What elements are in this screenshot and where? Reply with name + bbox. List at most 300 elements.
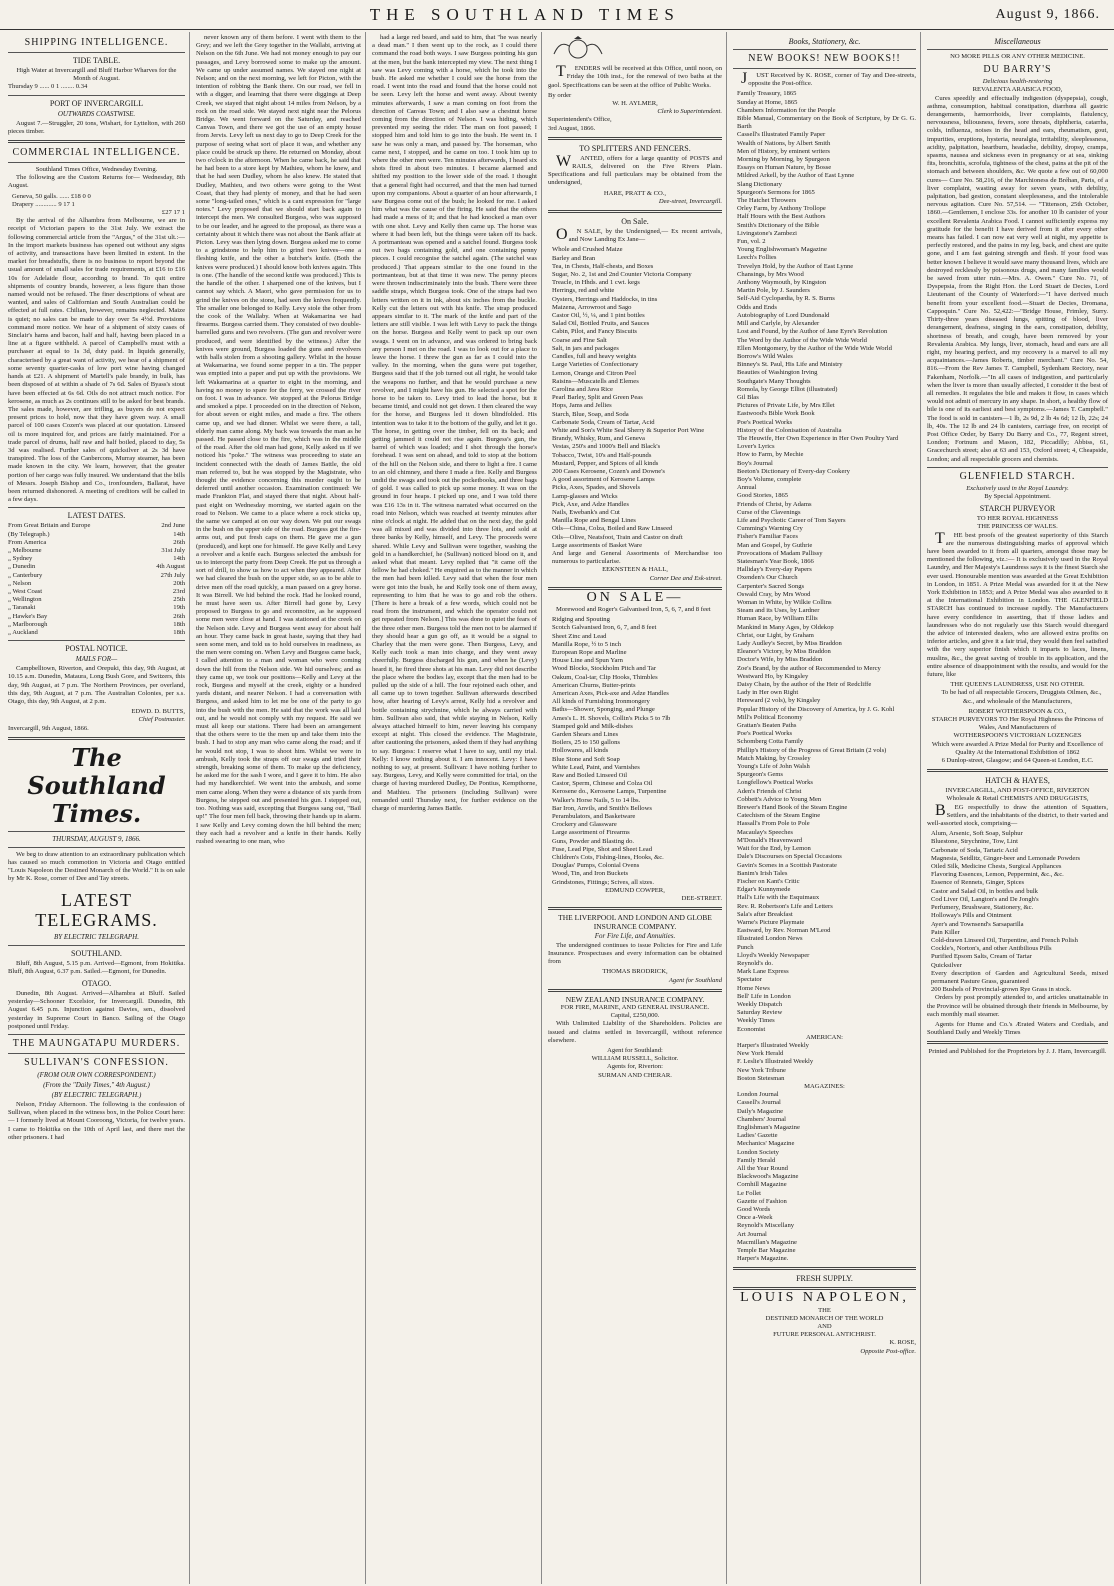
queen-text: To be had of all respectable Grocers, Druggists Oilmen, &c., &c., and wholesale of the Manufacturers, <box>941 689 1102 705</box>
onsale2-item: Douglas' Pumps, Colonial Ovens <box>552 862 640 870</box>
book-item: Eastward, by Rev. Norman M'Leod <box>737 927 831 935</box>
onsale-item: Manilla Rope and Bengal Lines <box>552 517 636 525</box>
magazine-item: Blackwood's Magazine <box>737 1173 799 1181</box>
hatch-orders: Orders by post promptly attended to, and articles unattainable in the Province will be obtained through their friends in Melbourne, by each monthly mail steamer. <box>927 994 1108 1018</box>
onsale2-item: Baths—Shower, Sponging, and Plunge <box>552 706 655 714</box>
onsale2-item: Manilla Rope, ½ to 5 inch <box>552 640 622 648</box>
onsale2-item: Scotch Galvanised Iron, 6, 7, and 8 feet <box>552 624 657 632</box>
onsale-item: Coarse and Fine Salt <box>552 336 607 344</box>
latest-date-row: „ Sydney 14th <box>8 555 185 563</box>
postal-sub: MAILS FOR— <box>75 655 118 664</box>
onsale2-place: DEE-STREET. <box>681 895 722 903</box>
hatch-stock-item: Bluestone, Strychnine, Tow, Lint <box>931 838 1018 846</box>
american-list <box>733 1042 916 1083</box>
book-item: Longfellow's Poetical Works <box>737 779 813 787</box>
louis-place: Opposite Post-office. <box>860 1347 916 1355</box>
book-item: Weekly Dispatch <box>737 1000 783 1008</box>
no-more-pills: NO MORE PILLS OR ANY OTHER MEDICINE. <box>950 53 1085 60</box>
book-item: Reynold's do. <box>737 959 773 967</box>
onsale-item: Tobacco, Twist, 10's and Half-pounds <box>552 451 652 459</box>
onsale-item: Barley and Bran <box>552 254 596 262</box>
book-item: Daisy Chain, by the author of the Heir of Redcliffe <box>737 681 872 689</box>
magazine-item: London Society <box>737 1148 779 1156</box>
book-item: Popular History of the Discovery of America, by J. G. Kohl <box>737 705 895 713</box>
book-item: Brewer's Hand Book of the Steam Engine <box>737 804 848 812</box>
onsale-item: Oysters, Herrings and Haddocks, in tins <box>552 295 658 303</box>
american-paper-item: Boston Stetesman <box>737 1074 785 1082</box>
glenfield-appointment: By Special Appointment. <box>984 492 1051 500</box>
book-item: Oxenden's Our Church <box>737 574 798 582</box>
book-item: Men of History, by eminent writers <box>737 147 830 155</box>
latest-date-row: From Great Britain and Europe 2nd June <box>8 522 185 530</box>
onsale-item: Tea, in Chests, Half-chests, and Boxes <box>552 262 654 270</box>
latest-date-row: „ Nelson 20th <box>8 579 185 587</box>
onsale-item: Large assortments of Basket Ware <box>552 541 643 549</box>
book-item: Spectator <box>737 976 762 984</box>
commercial-total: £27 17 1 <box>161 209 185 217</box>
book-item: Ellen Montgomery, by the Author of the Wide Wide World <box>737 344 892 352</box>
liverpool-signature: THOMAS BRODRICK, <box>602 968 668 976</box>
book-item: Home News <box>737 984 770 992</box>
hatch-stock-item: Oiled Silk, Medicine Chests, Surgical Appliances <box>931 863 1062 871</box>
confession-heading: SULLIVAN'S CONFESSION. <box>24 1057 169 1069</box>
onsale2-item: Guns, Powder and Blasting do. <box>552 837 635 845</box>
tide-heading: TIDE TABLE. <box>72 56 121 65</box>
louis-the: THE <box>818 1306 831 1314</box>
hatch-heading: HATCH & HAYES, <box>985 776 1050 786</box>
book-item: Pictures of Private Life, by Mrs Ellet <box>737 402 835 410</box>
liverpool-sub: For Fire Life, and Annuities. <box>594 931 676 940</box>
book-item: Gavin's Scenes in a Scottish Pastorate <box>737 861 837 869</box>
onsale2-item: Castor, Sperm, Chinese and Colza Oil <box>552 780 653 788</box>
book-item: Macaulay's Speeches <box>737 828 793 836</box>
book-item: Borrow's Wild Wales <box>737 352 793 360</box>
onsale-item: Castor Oil, ½, ¼, and 1 pint bottles <box>552 312 645 320</box>
onsale-item: Nails, Ewebank's and Cut <box>552 508 620 516</box>
book-item: Orley Farm, by Anthony Trollope <box>737 205 826 213</box>
book-item: Saturday Review <box>737 1009 783 1017</box>
onsale-item: Oils—China, Colza, Boiled and Raw Linseed <box>552 525 673 533</box>
magazine-item: Once a-Week <box>737 1214 773 1222</box>
port-heading: PORT OF INVERCARGILL <box>49 98 144 108</box>
onsale-place: Corner Dee and Esk-street. <box>649 574 722 582</box>
hatch-stock-item: 200 Bushels of Provincial-grown Rye Grass in stock. <box>931 986 1072 994</box>
american-paper-item: New York Herald <box>737 1050 784 1058</box>
magazine-item: Englishman's Magazine <box>737 1124 800 1131</box>
book-item: Phillip's History of the Progress of Great Britain (2 vols) <box>737 746 887 754</box>
nz-agent: WILLIAM RUSSELL, Solicitor. <box>591 1055 679 1063</box>
lozenges-text: Which were awarded A Prize Medal for Purity and Excellence of Quality At the International Exhibition of 1862 <box>931 740 1104 756</box>
book-item: Curse of the Clavenings <box>737 508 801 516</box>
book-item: Statesman's Year Book, 1866 <box>737 557 814 565</box>
magazine-item: Art Journal <box>737 1230 767 1238</box>
book-item: Provocations of Madam Pallissy <box>737 549 823 557</box>
hatch-sub-2: Wholesale & Retail CHEMISTS AND DRUGGISTS, <box>946 795 1089 803</box>
book-item: Human Race, by William Ellis <box>737 615 818 623</box>
book-item: Wealth of Nations, by Albert Smith <box>737 139 831 147</box>
hatch-stock-item: Perfumery, Brushware, Stationery, &c. <box>931 904 1034 912</box>
onsale-item: Cabin, Pilot, and Fancy Biscuits <box>552 328 637 336</box>
book-item: Boy's Journal <box>737 459 773 467</box>
book-item: Poe's Poetical Works <box>737 730 793 738</box>
onsale-item: Vestas, 250's and 1000's Bell and Black's <box>552 443 661 451</box>
wotherspoon: ROBERT WOTHERSPOON & CO., <box>968 707 1067 715</box>
onsale2-item: White Lead, Paint, and Varnishes <box>552 763 640 771</box>
otago-heading: OTAGO. <box>81 979 112 989</box>
magazine-item: Family Herald <box>737 1156 776 1164</box>
onsale-item: 200 Cases Kerosene, Cozen's and Downe's <box>552 467 665 475</box>
onsale-item: Sugar, No. 2, 1st and 2nd Counter Victoria Company <box>552 271 692 279</box>
hatch-stock-item: Holloway's Pills and Ointment <box>931 912 1012 920</box>
onsale-item: Lamp-glasses and Wicks <box>552 492 618 500</box>
splitters-heading: TO SPLITTERS AND FENCERS. <box>579 143 691 153</box>
commercial-office: Southland Times Office, Wednesday Evening. <box>35 166 158 174</box>
book-item: Chambers Information for the People <box>737 106 836 114</box>
book-item: Catechism of the Steam Engine <box>737 812 821 820</box>
confession-sub-2: (From the "Daily Times," 4th August.) <box>43 1081 150 1090</box>
column-2 <box>192 32 366 1584</box>
hatch-stock-item: Magnesia, Seidlitz, Ginger-beer and Lemonade Powders <box>931 854 1081 862</box>
book-item: Beeton's Dictionary of Every-day Cookery <box>737 467 850 475</box>
book-item: Beauties of Washington Irving <box>737 369 818 377</box>
latest-date-row: „ Melbourne 31st July <box>8 546 185 554</box>
book-item: Half Hours with the Best Authors <box>737 213 826 221</box>
book-item: Fun, vol. 2 <box>737 238 766 246</box>
onsale2-item: Garden Shears and Lines <box>552 731 619 739</box>
book-item: Dale's Discourses on Special Occasions <box>737 853 842 861</box>
book-item: Sunday at Home, 1865 <box>737 98 798 106</box>
magazines-list <box>733 1091 916 1263</box>
book-item: Steam and its Uses, by Lardner <box>737 607 820 615</box>
otago-text: Dunedin, 8th August. Arrived—Alhambra at Bluff. Sailed yesterday—Schooner Excelsior, for Invercargill. Dunedin, 8th August 6.45 p.m. Injunction against Davies, sen., dissolved yesterday in Supreme Court in Banco. Sailing of the Otago postponed until Friday. <box>8 990 185 1030</box>
book-item: Carpenter's Sacred Songs <box>737 582 805 590</box>
latest-date-row: „ Canterbury 27th July <box>8 571 185 579</box>
book-item: Lady in Her own Right <box>737 689 799 697</box>
book-item: Gil Blas <box>737 393 759 401</box>
glenfield-purveyor: STARCH PURVEYOR <box>979 504 1056 514</box>
confession-sub-3: (BY ELECTRIC TELEGRAPH.) <box>51 1091 142 1100</box>
book-item: Self-Aid Cyclopædia, by R. S. Burns <box>737 295 835 303</box>
book-item: Lady Audley's Secret, by Miss Braddon <box>737 640 842 648</box>
paper-title: The Southland Times. <box>27 742 166 828</box>
onsale2-item: Walker's Horse Nails, 5 to 14 lbs. <box>552 796 641 804</box>
nz-riverton-heading: Agents for, Riverton: <box>607 1063 663 1071</box>
american-paper-item: New York Tribune <box>737 1066 786 1074</box>
column-6 <box>923 32 1112 1584</box>
glenfield-heading: GLENFIELD STARCH. <box>959 470 1076 482</box>
book-item: Mankind in Many Ages, by Oldekop <box>737 623 834 631</box>
commercial-row: Drapery ............. 9 17 1 <box>12 200 75 208</box>
nz-insurance-sub: FOR FIRE, MARINE, AND GENERAL INSURANCE. <box>560 1003 710 1011</box>
nz-riverton-agent: SURMAN AND CHERAR. <box>598 1071 672 1079</box>
latest-date-row: „ Marlborough 18th <box>8 620 185 628</box>
onsale-intro: ON SALE, by the Undersigned,— Ex recent arrivals, and Now Landing Ex Jane— <box>556 226 722 244</box>
du-barry-text: Cures speedily and effectually indigestion (dyspepsia), cough, asthma, consumption, habitual constipation, diarrhœa all gastric derangements, hæmorrhoids, liver complaints, flatulency, nervousness, biliousness, fevers, sore throats, diphtheria, catarrhs, colds, influenza, noises in the head and ears, rheumatism, gout, impurities, eruptions, hysteria, neuralgia, irritability, sleeplessness, acidity, palpitation, heartburn, headache, debility, dropsy, cramps, spasms, nausea and sickness even in pregnancy or at sea, sinking fits, bronchitis, scrofula, tightness of the chest, pains at the pit of the stomach and between shoulders, &c. We quote a few out of 60,000 cures— Cure No. 58,216, of the Marchioness de Bréhan, Paris, of a liver complaint, wasting away for seven years, with debility, palpitation, bad gestion, constant sleeplessness, and the intolerable nervous agitation. Cure No. 57,514. — "Tittenson, 25th October, 1860.—Gentlemen, I enclose 33s. for another 10 lb canister of your excellent Revalenta Arabica Food. I cannot sufficiently express my gratitude for the benefit I have derived from it after every other means has failed. I can now eat very well at night, my appetite is perfectly restored, and the pains in my leg, back, and chest are quite gone, and I am fast gaining strength and flesh. If your food was better known I believe it would save many thousand lives, which are destroyed recklessly by poisonous drugs, and many families would be saved from utter ruin.—Mrs. A. Owen." Cure No. 71, of Dyspepsia, from the Right Hon. the Lord Stuart de Decies, Lord Lieutenant of the County of Waterford:—"I have derived much benefit from your excellent food.—Stuart de Decies, Dromana, Cappoquin." Cure No. 52,422:—"Bridge House, Frimley, Surry. Thirty-three years diseased lungs, spitting of blood, liver derangement, deafness, singing in the ears, constipation, debility, shortness of breath, and cough, have been removed by your Revalenta Arabica. My lungs, liver, stomach, head and ears are all right, my hearing perfect, and my recovery is a marvel to all my acquaintances.—James Roberts, timber merchant." Cure No. 54, 816.—From the Rev James T. Campbell, Sydenham Rectory, near Fakenham, Norfolk.—"In all cases of indigestion, and particularly when the liver is more than usually affected, I consider it the best of all remedies. It regulates the bile and makes it flow, in cases which would not admit of mercury in any shape. In short, a healthy flow of bile is one of its earliest and best symptoms.—James T. Campbell." The food is sold in canisters—1 lb, 2s 9d, 2 lb 4s 6d; 12 lb, 22s; 24 lb, 40s. The 12 lb and 24 lb canisters, carriage free, on receipt of Post Office Order, by Barry Du Barry and Co., 77, Regent street, London; Fortnum and Mason, 182, Piccadilly; Abbiss, 61, Gracechurch street; also at 63 and 153, Oxford street; 4, Cheapside, London; and all respectable grocers and chemists. <box>927 94 1108 463</box>
book-item: Halliday's Every-day Papers <box>737 566 812 574</box>
book-item: Hassall's From Pole to Pole <box>737 820 810 828</box>
book-item: Bible Manual, Commentary on the Book of Scripture, by Dr G. G. Barth <box>737 115 916 131</box>
book-item: History of the Colonisation of Australia <box>737 426 842 434</box>
onsale2-list <box>548 616 722 887</box>
magazine-item: Reynold's Miscellany <box>737 1222 795 1230</box>
onsale2-item: Grindstones, Fittings; Scives, all sizes. <box>552 878 655 886</box>
printed-by: Printed and Published for the Proprietors by J. J. Ham, Invercargill. <box>928 1048 1107 1056</box>
magazine-item: Chambers' Journal <box>737 1115 786 1123</box>
splitters-place: Dee-street, Invercargill. <box>658 197 722 205</box>
onsale2-item: Hollowares, all kinds <box>552 747 609 755</box>
column-4 <box>544 32 727 1584</box>
book-item: Romola, by George Elliot (illustrated) <box>737 385 838 393</box>
onsale-item: Carolina and Java Rice <box>552 385 613 393</box>
louis-napoleon-heading: LOUIS NAPOLEON, <box>740 1290 909 1306</box>
postal-place: Invercargill, 9th August, 1866. <box>8 724 89 732</box>
book-item: Economist <box>737 1025 766 1033</box>
postal-heading: POSTAL NOTICE. <box>65 644 128 654</box>
postal-signature: EDWD. D. BUTTS, <box>131 708 185 716</box>
column-1 <box>4 32 190 1584</box>
book-item: Woman in White, by Wilkie Collins <box>737 599 832 606</box>
tenders-by: By order <box>548 91 572 99</box>
american-paper-item: Harper's Illustrated Weekly <box>737 1041 809 1049</box>
book-item: Smith's Dictionary of the Bible <box>737 221 820 229</box>
book-item: Weekly Times <box>737 1017 775 1025</box>
onsale-item: Pick, Axe, and Adze Handles <box>552 500 629 508</box>
hatch-stock-item: Carbonate of Soda, Tartaric Acid <box>931 846 1018 854</box>
onsale2-item: Ridging and Spouting <box>552 616 610 624</box>
fresh-supply-heading: FRESH SUPPLY. <box>796 1274 853 1284</box>
confession-continued-2: had a large red beard, and said to him, that "he was nearly a dead man." I then went up to the rock, as I could there command the road both ways. I saw Burgess pointing his gun at the men, but the bank intercepted my view. The next thing I saw was Levy coming with a horse, which he took into the bush. He asked me whether I could see the horse from the road. I went into the road and found that the horse could not be seen. Levy left the horse and went away. About twenty minutes afterwards, I saw a man coming on foot from the direction of Canvas Town; and I also saw a chestnut horse coming from the direction of Nelson. I was hiding, which prevented my seeing the rider. The man on foot passed; I stopped him and told him to go into the bush. He went in. I saw he was only a man, and passed by. The horseman, who came next, I stopped, and he came on too. I took him up to where the other men were. Ten minutes afterwards, I heard six shots fired in about two minutes. I became alarmed and shifted my position to the lower side of the road. I thought that a general fight had occurred, and that the men had turned upon my companions. About a quarter of an hour afterwards, I saw Burgess come out of the bush; he looked for me. I asked him what was the cause of the firing. He said that the others had made a mess of it; and that he had knocked a man over with one shot. Levy and Kelly then came up. The horse was where it had been left, but the things were taken off its back. A portmanteau was opened and a satchel found. Burgess took out two bags containing gold, and one containing penny pieces. I could recognise the satchel again. (The satchel was produced.) That appears similar to the one found in the portmanteau, but at that time it was new. The penny pieces were thrown indiscriminately into the bush. There were three saddle straps, which Burgess took. One of the straps had two letters written on it in ink, about six inches from the buckle. Kelly cut the letters out with his knife. The strap produced appears similar to it. The mark of the knife and part of the letters are still visible. I was left with Levy to pack the things on the horse. Burgess and Kelly went to pack up our own swags. I went on in advance, and was ordered to bring back any person I met on the road. I was to look out for a place to leave the horse. I threw the gun as far as I could into the valley. In the morning, when the guns were put together, Burgess said that if the job turned out all right, he would take the weapons no further, and that he would purchase a new revolver, and I might have his gun. He selected a spot for the horse to be taken to. Levy tried to lead the horse, but it became timid, and could not get down. I then cleared the way for the horse, and Burgess led it down blindfolded. His intention was to take it to the bottom of the gully, and let it go. The horse, in getting over the timber, fell on its back; and getting jammed it could not rise again. Burgess's gun, the barrel of which was loaded; and I shot through the horse's forehead. I was sent on ahead, and told to stop at the bottom of the hill on the Nelson side, and there to light a fire. I came to an old chimney, and there I made a fire. Kelly and Burgess undid the swags and took out the pocketbooks, and three bags of gold. I was called to pick up some money. It was on the ground in four heaps. I picked up one, and I was told there was £16 13s in it. The witness narrated what occurred on the road into Nelson, which was reached at twenty minutes after nine o'clock at night. He added that on the next day, the gold was all mixed and was divided into three lots, and sold at three banks by Kelly, himself, and Levy. The proceeds were shared. While Levy and Sullivan were together, washing the gold in a handkerchief, he (Sullivan) noticed blood on it, and asked what that meant. Levy replied that "it came off the fellow he had choked." He enquired as to the manner in which the men had been killed. Levy said that when the four men were got into the bush, he and Kelly took one of them away, representing to him that he was to go and rob the others. [There is here a break of a few words, which could not be read from the instrument, and which the operator could not get repeated from Nelson.] This was done to quiet the fears of the three other men. Burgess told the men not to be alarmed if they should hear a gun go off, as it would be a signal to Charley that the men were gone. Then Burgess, Levy, and Kelly each took a man into charge, and they went away cheerfully. Burgess discharged his gun, and when he (Levy) heard it, he fired three shots at his man. Levy did not describe the place where the bodies lay, except that the men had to be pulled up the side of a hill. The four rejoined each other, and all came up to town together. Sullivan afterwards described how, after hearing of Levy's arrest, Kelly hid a revolver and bottle containing strychnine, which he always carried with him. Sullivan also said, that while staying in Nelson, Kelly always attached himself to him, never leaving his company except at night. This closed the evidence. The Magistrate, after cautioning the prisoners, asked them if they had anything to say. Burgess: I reserve what I have to say, until my trial. Kelly: I know nothing about it. I am innocent. Levy: I have nothing to say, at present. Sullivan: I have nothing further to say. Burgess, Levy, and Kelly were committed for trial, on the charge of having murdered Dudley, De Pontius, Kempthorne, and Mathieu. The prisoners (including Sullivan) were remanded until Thursday next, for further evidence on the charge of murdering James Battle. <box>372 34 537 813</box>
tenders-text: TENDERS will be received at this Office, until noon, on Friday the 10th inst., for the renewal of two baths at the gaol. Specifications can be seen at the office of Public Works. <box>548 63 722 89</box>
hatch-text: BEG respectfully to draw the attention of Squatters, Settlers, and the inhabitants of the district, to their varied and well-assorted stock, comprising— <box>927 801 1108 828</box>
liverpool-role: Agent for Southland <box>668 976 722 984</box>
books-section-heading: Books, Stationery, &c. <box>788 37 861 46</box>
onsale-signature: EEKNSTEEN & HALL, <box>602 566 668 574</box>
onsale-item: Maizena, Arrowroot and Sago <box>552 303 632 311</box>
masthead <box>0 0 1114 30</box>
book-item: Spurgeon's Gems <box>737 771 783 779</box>
glenfield-princess: THE PRINCESS OF WALES. <box>977 523 1058 531</box>
new-books-heading: NEW BOOKS! NEW BOOKS!! <box>748 53 901 64</box>
louis-signature: K. ROSE, <box>889 1339 916 1347</box>
latest-date-row: „ Auckland 18th <box>8 628 185 636</box>
queen-heading: THE QUEEN'S LAUNDRESS, USE NO OTHER. <box>950 681 1085 689</box>
hatch-stock-item: Cod Liver Oil, Langton's and De Jongh's <box>931 895 1039 903</box>
book-item: Doctor's Wife, by Miss Braddon <box>737 656 823 664</box>
book-item: Wait for the End, by Lemon <box>737 845 811 853</box>
book-item: Aden's Friends of Christ <box>737 787 802 795</box>
paper-text: We beg to draw attention to an extraordinary publication which has caused so much commotion in Victoria and Otago entitled "Louis Napoleon the Destined Monarch of the World." It is on sale by Mr K. Rose, corner of Dee and Tay streets. <box>8 850 185 883</box>
onsale2-item: Wood, Tin, and Iron Buckets <box>552 870 629 878</box>
book-item: Boy's Volume, complete <box>737 475 802 483</box>
onsale2-item: Wood Blocks, Stockholm Pitch and Tar <box>552 665 657 673</box>
column-3 <box>368 32 542 1584</box>
onsale2-item: Perambulators, and Basketware <box>552 813 636 821</box>
book-item: Trevelyn Hold, by the Author of East Lynne <box>737 262 854 270</box>
tide-note: High Water at Invercargill and Bluff Harbor Wharves for the Month of August. <box>16 67 177 83</box>
onsale2-item: American Axes, Pick-axe and Adze Handles <box>552 690 669 698</box>
latest-date-row: „ Wellington 25th <box>8 596 185 604</box>
tenders-signature: W. H. AYLMER, <box>612 100 658 108</box>
hatch-stock-item: Alum, Arsenic, Soft Soap, Sulphur <box>931 830 1023 838</box>
tenders-date: 3rd August, 1866. <box>548 124 596 132</box>
book-item: The Heuwife, Her Own Experience in Her Own Poultry Yard <box>737 434 899 442</box>
onsale2-item: Crockery and Glassware <box>552 821 617 829</box>
onsale2-item: American Churns, Butter-prints <box>552 681 636 689</box>
magazine-item: Macmillan's Magazine <box>737 1238 797 1246</box>
book-item: Mark Lane Express <box>737 968 789 976</box>
magazine-item: Gazette of Fashion <box>737 1197 787 1205</box>
onsale2-item: Kerosene do., Kerosene Lamps, Turpentine <box>552 788 667 796</box>
onsale2-item: Fuse, Lead Pipe, Shot and Sheet Lead <box>552 845 652 853</box>
onsale2-item: Children's Cots, Fishing-lines, Hooks, &c. <box>552 854 664 862</box>
column-5 <box>729 32 921 1584</box>
book-item: Life and Psychotic Career of Tom Sayers <box>737 516 846 524</box>
onsale2-item: Stamped gold and Milk-dishes <box>552 722 633 730</box>
book-item: Oswald Cray, by Mrs Wood <box>737 590 811 598</box>
book-item: Grattan's Beaten Paths <box>737 722 797 730</box>
onsale-item: Herrings, red and white <box>552 287 615 295</box>
american-heading: AMERICAN: <box>806 1033 843 1041</box>
books-intro: JUST Received by K. ROSE, corner of Tay and Dee-streets, opposite the Post-office. <box>741 70 916 88</box>
book-item: Eleanor's Victory, by Miss Braddon <box>737 648 831 656</box>
onsale2-intro: Morewood and Roger's Galvanised Iron, 5, 6, 7, and 8 feet <box>556 605 711 613</box>
latest-dates-heading: LATEST DATES. <box>67 511 126 521</box>
onsale2-signature: EDMUND COWPER, <box>605 886 665 894</box>
onsale-item: Treacle, in Hhds. and 1 cwt. kegs <box>552 279 640 287</box>
book-item: Spurgeon's Sermons for 1865 <box>737 188 815 196</box>
book-item: Mill and Carlyle, by Alexander <box>737 320 820 328</box>
splitters-text: WANTED, offers for a large quantity of POSTS and RAILS, delivered on the Five Rivers Plain. Specifications and full particulars may be obtained from the undersigned, <box>548 152 722 187</box>
hatch-stock-item: Castor and Salad Oil, in bottles and bulk <box>931 887 1038 895</box>
book-item: Man and Gospel, by Guthrie <box>737 541 813 549</box>
confession-sub-1: (FROM OUR OWN CORRESPONDENT.) <box>37 1071 156 1080</box>
hatch-sub: INVERCARGILL, AND POST-OFFICE, RIVERTON <box>945 787 1090 795</box>
book-item: Christ, our Light, by Graham <box>737 631 814 639</box>
onsale2-item: European Rope and Marline <box>552 649 627 656</box>
onsale-item: And large and General Assortments of Merchandise too numerous to particularise. <box>552 549 722 566</box>
southland-heading: SOUTHLAND. <box>71 948 122 958</box>
nz-insurance-capital: Capital, £250,000. <box>610 1012 660 1020</box>
book-item: Lover's Lyrics <box>737 443 775 451</box>
onsale-item: White and Son's White Seal Sherry & Superior Port Wine <box>552 426 705 434</box>
magazine-item: Cassell's Journal <box>737 1099 781 1107</box>
book-item: How to Farm, by Mechie <box>737 451 804 459</box>
book-item: M'Donald's Heavenward <box>737 836 803 844</box>
commercial-heading: COMMERCIAL INTELLIGENCE. <box>12 147 181 159</box>
confession-continued: never known any of them before. I went with them to the Grey; and we left the Grey together in the Wallabi, arriving at Nelson on the 6th June. We had not money enough to pay our passages, and Levy borrowed some to make up the amount. We came up under assumed names. We stayed one night at Nelson; and on the next morning, we left for Picton, with the intention of robbing the Bank there. On our road, we fell in with a digger, and learning that there were diggings at Deep Creek, we stayed that night about 14 miles from Nelson, by a rock on the road side. We stayed next night near the Pelorus Bridge. We went forward on the Saturday, and reached Canvas Town, and there we got the use of an empty house from Jervis. Levy left us next day to go to Deep Creek for the purpose of seeing what sort of place it was, and whether any place could be struck up there. He returned on Monday, about two o'clock in the afternoon. When he came back, he said that he had been to a store kept by Mathieu, whom he knew, and that he had seen Dudley, whom he also knew. He stated that Dudley, Mathieu, and two others were going to the West Coast, that they had plenty of money, and that he had seen some "long-tailed ones," which is a cant expression for "large notes." Levy proposed that we should start back again to intercept the men. We consulted Burgess, who was supposed to be our leader, and he agreed to the proposal, as there was a certainty about it which there was not about the Bank affair at Picton. Levy was then lying down. Burgess asked me to come to a grindstone to help him to grind two knives—one a fleshing knife, and the other a butcher's knife. (Both the knives were produced.) I should know both knives again. This is one. (The handle of the second knife was produced.) This is the handle of the other. I sharpened one of the knives, but I cannot say which. A Maori, who gave permission for us to grind the knives on the stone, had seen the knives frequently. The smaller one belonged to Kelly. Levy stole the other from the cook of the Wallaby. When at Wakamarina we had firearms. Burgess carried them. They consisted of two double-barrelled guns and two revolvers. (The gun and revolver were produced, and were identified by the witness.) After the knives were ground, Burgess loaded the guns and revolvers with balls stolen from a shooting gallery. Whilst in the house at Wakamarina, we found some pepper in a tin. The pepper was emptied into a paper and put up with the provisions. We left Wakamarina at a quarter to eight in the morning, and having no money to spare for the ferry, we crossed the river on foot. I was in advance. We stopped at the Pelorus Bridge and smoked a pipe. I proceeded on in the direction of Nelson, for about seven or eight miles, and made a fire. The others came up, and we had dinner. Whilst we were there, a tall, elderly man came along. My back was towards the man as he passed. He passed close to the fire, which was in the middle of the road. After the old man had gone, Kelly asked us if we noticed his "poke." The witness was proceeding to state an incident connected with the death of James Battle, the old man referred to, but he was stopped by the Magistrate, who thought the evidence concerning this murder ought to be deferred until another occasion. Examination continued: We made Frankton Flat, and stayed there that night. About half-past eight on Wednesday morning, we started again on the road to Nelson. We came to a place where a rock sticks up, the same we camped at on our way down. We put our swags in the bush on the upper side of the road. Burgess got the fire-arms out, and put fresh caps on them. He gave me a gun (produced), and kept one for himself. He gave Kelly and Levy a revolver and a knife each. Burgess selected the ambush for us to intercept the party from Deep Creek. He put us through a sort of drill, to show us how to act when they appeared. After we had cleared the bush on the upper side, so as to be able to drive men off the road quickly, a man passed on a grey horse. It was Birrell. We hid behind the rock. Had he looked round, he must have seen us. After Birrell had gone by, Levy proposed to Burgess to go and reconnoitre, as he supposed some men were close at hand. I was stationed at the creek on the Nelson side. Levy and Burgess went away for about half an hour. They came back in great haste, saying that they had seen some men, and told us to hold ourselves in readiness, as the men were coming on. When Levy and Burgess came back, I called attention to a man and woman who were coming down the hill from the Nelson side. We hid ourselves; and as they came up, we took our positions—Kelly and Levy at the rock, Burgess and myself at the creek, eighty or a hundred yards distant, and nearer Nelson. I had a conversation with Burgess, and asked him to let me be one of the party to go into the bush with the men. He said that the work was all laid out, and he would not comply with my request. He said we must all keep our stations. There had been an arrangement that the others were to tie the men up and take them into the bush. I had to stop any man who came along the road; and if he would not stop, I was to shoot him. Whilst we were in ambush, Kelly took the straps off our swags and tried their strength, breaking some of them. To make up the deficiency, he asked me for the sash I wore, and I gave it to him. He also had my handkerchief. We went into the ambush, and some men came along. When they were a distance of six yards from Burgess, he stepped out and presented his gun. I stepped out, too. Nothing was said, excepting that Burgess sang out, "Bail up!" The four men fell back, throwing their hands up in alarm. I saw Kelly and Levy coming down the hill behind the men; they each had a revolver and a knife in their hands. Kelly rushed swearing to one man, who <box>196 34 361 845</box>
onsale2-item: Ames's L. H. Shovels, Collin's Picks 5 to 7lb <box>552 714 671 722</box>
magazine-item: Mechanics' Magazine <box>737 1140 795 1148</box>
book-item: Cassell's Illustrated Family Paper <box>737 131 826 139</box>
louis-antichrist: FUTURE PERSONAL ANTICHRIST. <box>773 1331 876 1339</box>
book-item: The Hatchet Throwers <box>737 197 797 205</box>
onsale2-item: House Line and Spun Yarn <box>552 657 623 665</box>
shipping-heading: SHIPPING INTELLIGENCE. <box>24 37 169 48</box>
book-item: Match Making, by Crossley <box>737 754 811 762</box>
onsale2-item: Oakum, Coal-tar, Clip Hooks, Thimbles <box>552 673 658 681</box>
commercial-text: The following are the Custom Returns for— Wednesday, 8th August. <box>8 174 185 190</box>
du-barry-heading: DU BARRY'S <box>983 64 1052 76</box>
onsale2-item: Large assortment of Firearms <box>552 829 630 837</box>
book-item: Hereward (2 vols), by Kingsley <box>737 697 821 705</box>
paper-date: THURSDAY, AUGUST 9, 1866. <box>52 834 141 843</box>
tide-row: Thursday 9 ...... 0 1 ........ 0.34 <box>8 83 88 91</box>
louis-and: AND <box>817 1323 832 1331</box>
onsale2-item: Raw and Boiled Linseed Oil <box>552 772 628 780</box>
splitters-signature: HARE, PRATT & CO., <box>603 189 667 197</box>
onsale-item: Salt, in jars and packages <box>552 344 619 352</box>
onsale2-item: Bar Iron, Anvils, and Smith's Bellows <box>552 804 652 812</box>
glenfield-sub: Exclusively used in the Royal Laundry. <box>966 484 1069 492</box>
book-item: Banim's Irish Tales <box>737 869 788 877</box>
liverpool-heading: THE LIVERPOOL AND LONDON AND GLOBE INSURANCE COMPANY. <box>558 913 712 931</box>
book-item: Morning by Morning, by Spurgeon <box>737 156 830 164</box>
hatch-stock-item: Flavoring Essences, Lemon, Peppermint, &c., &c. <box>931 871 1064 879</box>
latest-date-row: „ Hawke's Bay 26th <box>8 612 185 620</box>
book-item: Zoe's Brand, by the author of Recommended to Mercy <box>737 664 881 672</box>
magazine-item: Daily's Magazine <box>737 1107 784 1115</box>
nz-insurance-heading: NEW ZEALAND INSURANCE COMPANY. <box>565 994 705 1004</box>
postal-role: Chief Postmaster. <box>138 716 185 724</box>
issue-date: August 9, 1866. <box>995 6 1100 22</box>
magazine-item: Cornhill Magazine <box>737 1181 787 1189</box>
onsale-item: Oils—Olive, Neatsfoot, Train and Castor on draft <box>552 533 683 541</box>
book-item: Schomberg Cotta Family <box>737 738 804 746</box>
book-item: Westward Ho, by Kingsley <box>737 672 809 680</box>
newspaper-title: THE SOUTHLAND TIMES <box>369 4 680 24</box>
du-barry-product: REVALENTA ARABICA FOOD, <box>972 86 1063 94</box>
onsale2-item: All kinds of Furnishing Ironmongery <box>552 698 650 706</box>
hatch-stock-item: Ayer's and Townsend's Sarsaparilla <box>931 920 1024 928</box>
hatch-stock-item: Every description of Garden and Agricultural Seeds, mixed permanent Pasture Grass, guaranteed <box>931 969 1108 985</box>
commercial-body: By the arrival of the Alhambra from Melbourne, we are in receipt of Victorian papers to the 31st July. We extract the following commercial article from the "Argus," of the 31st ult.:— In the import markets business has opened out without any signs of activity, and transactions have been limited in extent. In the market for breadstuffs, there is no business to report beyond the usual amount of small sales for trade requirements, at £16 to £16 10s for Adelaide flour, according to brand. To quit entire shipments of country brands, however, a less figure than those named would not be refused. The finer descriptions of wheat are wanted, and sales of Californian and South Australian could be effected at full rates. Chilian, however, remains neglected. Maize is quiet; no sales can be made to day over 5s 4½d. Provisions command more notice. We hear of a shipment of sixty cases of Sinclair's hams and bacon, half and half, having been placed in a line at a figure withheld. A parcel of Campbell's must with a purchaser at equal to 1s 3d, duty paid. In liquids generally, characterised by a great want of activity, we hear of a shipment of some seventy quarter-casks of low port wine having changed hands at £21. A shipment of Martell's pale brandy, in bulk, has been disposed of at within a shade of 7s 6d. Sales of Byass's stout have been effected at 6s 6d. Oils do not attract much notice. For kerosene, as much as 2s continues still to be asked for best brands. The sales made, however, are trifling, as buyers do not expect present prices to hold, now that they have given way. A small parcel of 100 cases Cozen's was placed at our quotation. Linseed oil is more inquired for, and prices are fairly maintained. For a trade parcel of drums, half raw and half boiled, placed to day, 5s 3d was realised. Further sales of quicksilver at 2s 3d have transpired. The loss of the Canbercons, Murray steamer, has been made known in the city. We learn, however, that the greater portion of her cargo was fully insured. We understand that the bills of Messrs. Joseph Bishop and Co., ironfounders, Ballarat, have been returned dishonored. A meeting of creditors will be called in a few days. <box>8 217 185 504</box>
book-item: The Word by the Author of the Wide Wide World <box>737 336 867 344</box>
hatch-stock-item: Cold-drawn Linseed Oil, Turpentine, and French Polish <box>931 936 1078 944</box>
book-item: Chansings, by Mrs Wood <box>737 270 804 278</box>
book-item: Hall's Life with the Esquimaux <box>737 894 820 902</box>
nz-agent-heading: Agent for Southland: <box>607 1046 663 1054</box>
latest-date-row: (By Telegraph.) 14th <box>8 530 185 538</box>
magazines-heading: MAGAZINES: <box>804 1082 845 1090</box>
onsale-item: Pearl Barley, Split and Green Peas <box>552 394 643 402</box>
magazine-item: London Journal <box>737 1091 779 1099</box>
book-item: Rev. R. Robertson's Life and Letters <box>737 902 833 910</box>
latest-date-row: From America 26th <box>8 538 185 546</box>
book-item: Binney's St. Paul, His Life and Ministry <box>737 361 843 369</box>
book-item: Fisher's Familiar Faces <box>737 533 798 541</box>
nz-insurance-text: With Unlimited Liability of the Shareholders. Policies are issued and claims settled in Invercargill, without reference elsewhere. <box>548 1020 722 1044</box>
hatch-list <box>927 830 1108 994</box>
book-item: Lloyd's Weekly Newspaper <box>737 951 810 959</box>
hatch-stock-item: Cockle's, Norton's, and other Antibilious Pills <box>931 945 1052 953</box>
book-item: Leech's Follies <box>737 254 777 262</box>
book-item: Mill's Political Economy <box>737 713 803 721</box>
magazine-item: All the Year Round <box>737 1165 788 1173</box>
onsale-item: Candles, full and heavy weights <box>552 353 637 361</box>
onsale-item: Starch, Blue, Soap, and Soda <box>552 410 629 418</box>
book-item: Southgate's Many Thoughts <box>737 377 811 385</box>
american-paper-item: F. Leslie's Illustrated Weekly <box>737 1058 814 1066</box>
latest-date-row: „ West Coast 23rd <box>8 587 185 595</box>
book-item: Warne's Picture Playmate <box>737 918 805 926</box>
southland-text: Bluff, 8th August, 5.15 p.m. Arrived—Egmont, from Hokitika. Bluff, 8th August, 6.37 p.m. Sailed.—Egmont, for Dunedin. <box>8 959 185 975</box>
book-item: Good Stories, 1865 <box>737 492 789 500</box>
book-item: Annual <box>737 484 757 492</box>
onsale-item: Carbonate Soda, Cream of Tartar, Acid <box>552 418 655 426</box>
book-item: Sala's after Breakfast <box>737 910 793 918</box>
miscellaneous-heading: Miscellaneous <box>994 37 1041 46</box>
book-item: Punch <box>737 943 754 951</box>
